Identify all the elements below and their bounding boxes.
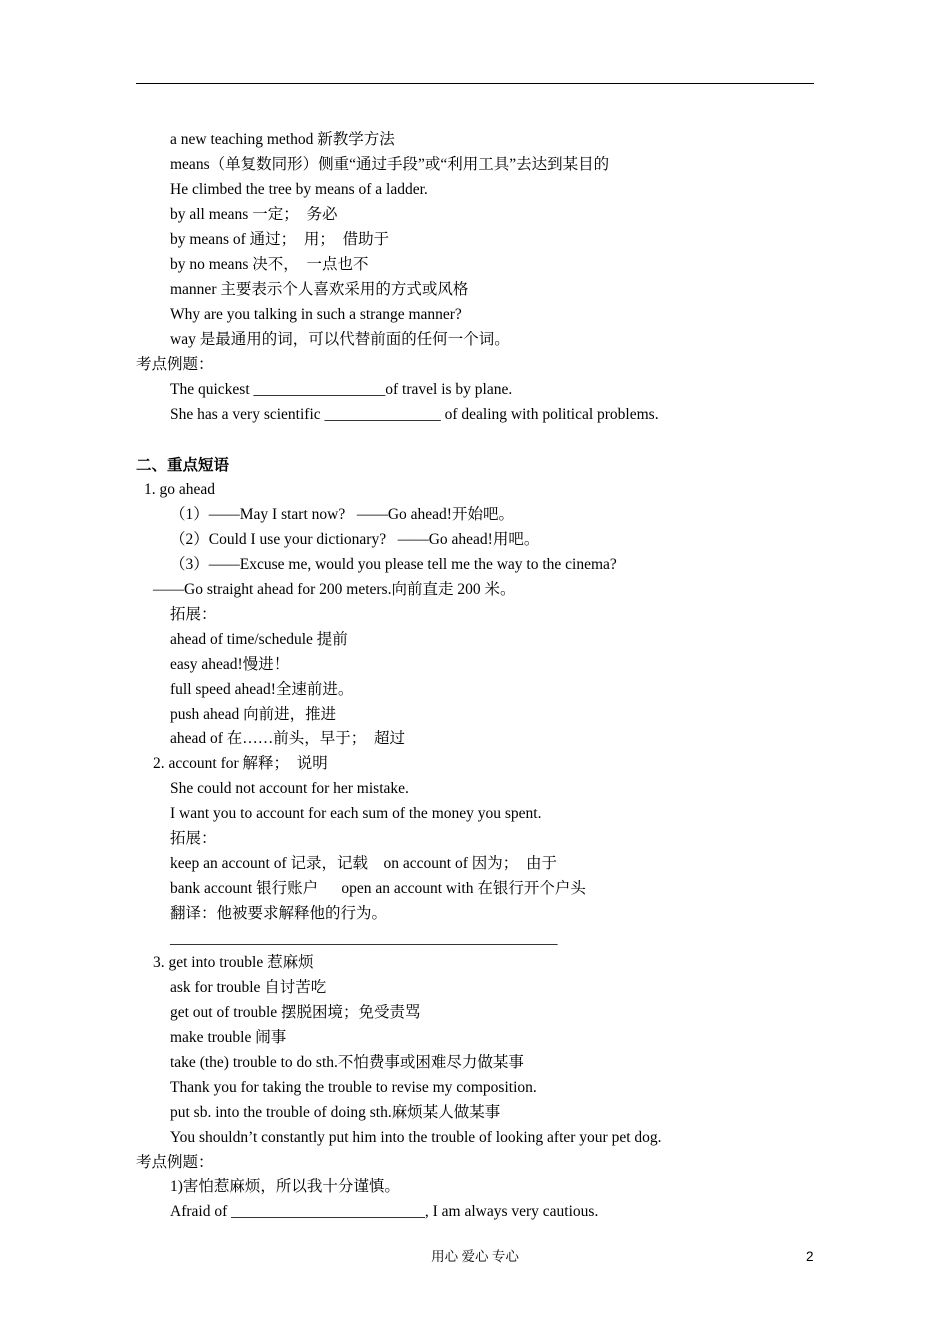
text-line: by no means 决不， 一点也不 xyxy=(170,256,369,273)
exercise-heading: 考点例题： xyxy=(136,356,214,373)
text-line: ask for trouble 自讨苦吃 xyxy=(170,979,327,996)
text-line: take (the) trouble to do sth.不怕费事或困难尽力做某事 xyxy=(170,1054,524,1071)
text-line: push ahead 向前进，推进 xyxy=(170,706,337,723)
text-line: by means of 通过； 用； 借助于 xyxy=(170,231,390,248)
text-line: ahead of 在……前头，早于； 超过 xyxy=(170,730,406,747)
phrase-heading: 3. get into trouble 惹麻烦 xyxy=(153,954,314,971)
exercise-line: 1)害怕惹麻烦，所以我十分谨慎。 xyxy=(170,1178,400,1195)
text-line: a new teaching method 新教学方法 xyxy=(170,131,395,148)
text-line: easy ahead!慢进！ xyxy=(170,656,290,673)
text-line: 拓展： xyxy=(170,606,217,623)
exercise-line: Afraid of _________________________, I am always very cautious. xyxy=(170,1203,599,1220)
exercise-heading: 考点例题： xyxy=(136,1154,214,1171)
text-line: He climbed the tree by means of a ladder. xyxy=(170,181,428,198)
text-line: put sb. into the trouble of doing sth.麻烦某人做某事 xyxy=(170,1104,501,1121)
text-line: ahead of time/schedule 提前 xyxy=(170,631,348,648)
text-line: 翻译：他被要求解释他的行为。 xyxy=(170,905,388,922)
page-number: 2 xyxy=(806,1249,814,1264)
text-line: manner 主要表示个人喜欢采用的方式或风格 xyxy=(170,281,469,298)
text-line: （3）——Excuse me, would you please tell me the way to the cinema? xyxy=(170,556,617,573)
section-heading: 二、重点短语 xyxy=(136,457,230,474)
text-line: Why are you talking in such a strange manner? xyxy=(170,306,462,323)
text-line: She could not account for her mistake. xyxy=(170,780,409,797)
text-line: way 是最通用的词，可以代替前面的任何一个词。 xyxy=(170,331,510,348)
text-line: I want you to account for each sum of the money you spent. xyxy=(170,805,542,822)
exercise-line: She has a very scientific _______________ of dealing with political problems. xyxy=(170,406,659,423)
text-line: bank account 银行账户 open an account with 在银行开个户头 xyxy=(170,880,586,897)
text-line: make trouble 闹事 xyxy=(170,1029,287,1046)
text-line: 拓展： xyxy=(170,830,217,847)
exercise-line: The quickest _________________of travel is by plane. xyxy=(170,381,513,398)
footer-motto: 用心 爱心 专心 xyxy=(431,1249,519,1264)
text-line: You shouldn’t constantly put him into the trouble of looking after your pet dog. xyxy=(170,1129,662,1146)
answer-blank: __________________________________________________ xyxy=(170,930,558,947)
text-line: （2）Could I use your dictionary? ——Go ahead!用吧。 xyxy=(170,531,540,548)
text-line: means（单复数同形）侧重“通过手段”或“利用工具”去达到某目的 xyxy=(170,156,610,173)
header-rule xyxy=(136,83,814,84)
phrase-heading: 1. go ahead xyxy=(144,481,216,498)
text-line: full speed ahead!全速前进。 xyxy=(170,681,354,698)
text-line: （1）——May I start now? ——Go ahead!开始吧。 xyxy=(170,506,514,523)
phrase-heading: 2. account for 解释； 说明 xyxy=(153,755,328,772)
text-line: ——Go straight ahead for 200 meters.向前直走 200 米。 xyxy=(153,581,516,598)
text-line: Thank you for taking the trouble to revise my composition. xyxy=(170,1079,537,1096)
text-line: by all means 一定； 务必 xyxy=(170,206,338,223)
text-line: keep an account of 记录，记载 on account of 因为； 由于 xyxy=(170,855,557,872)
text-line: get out of trouble 摆脱困境；免受责骂 xyxy=(170,1004,421,1021)
